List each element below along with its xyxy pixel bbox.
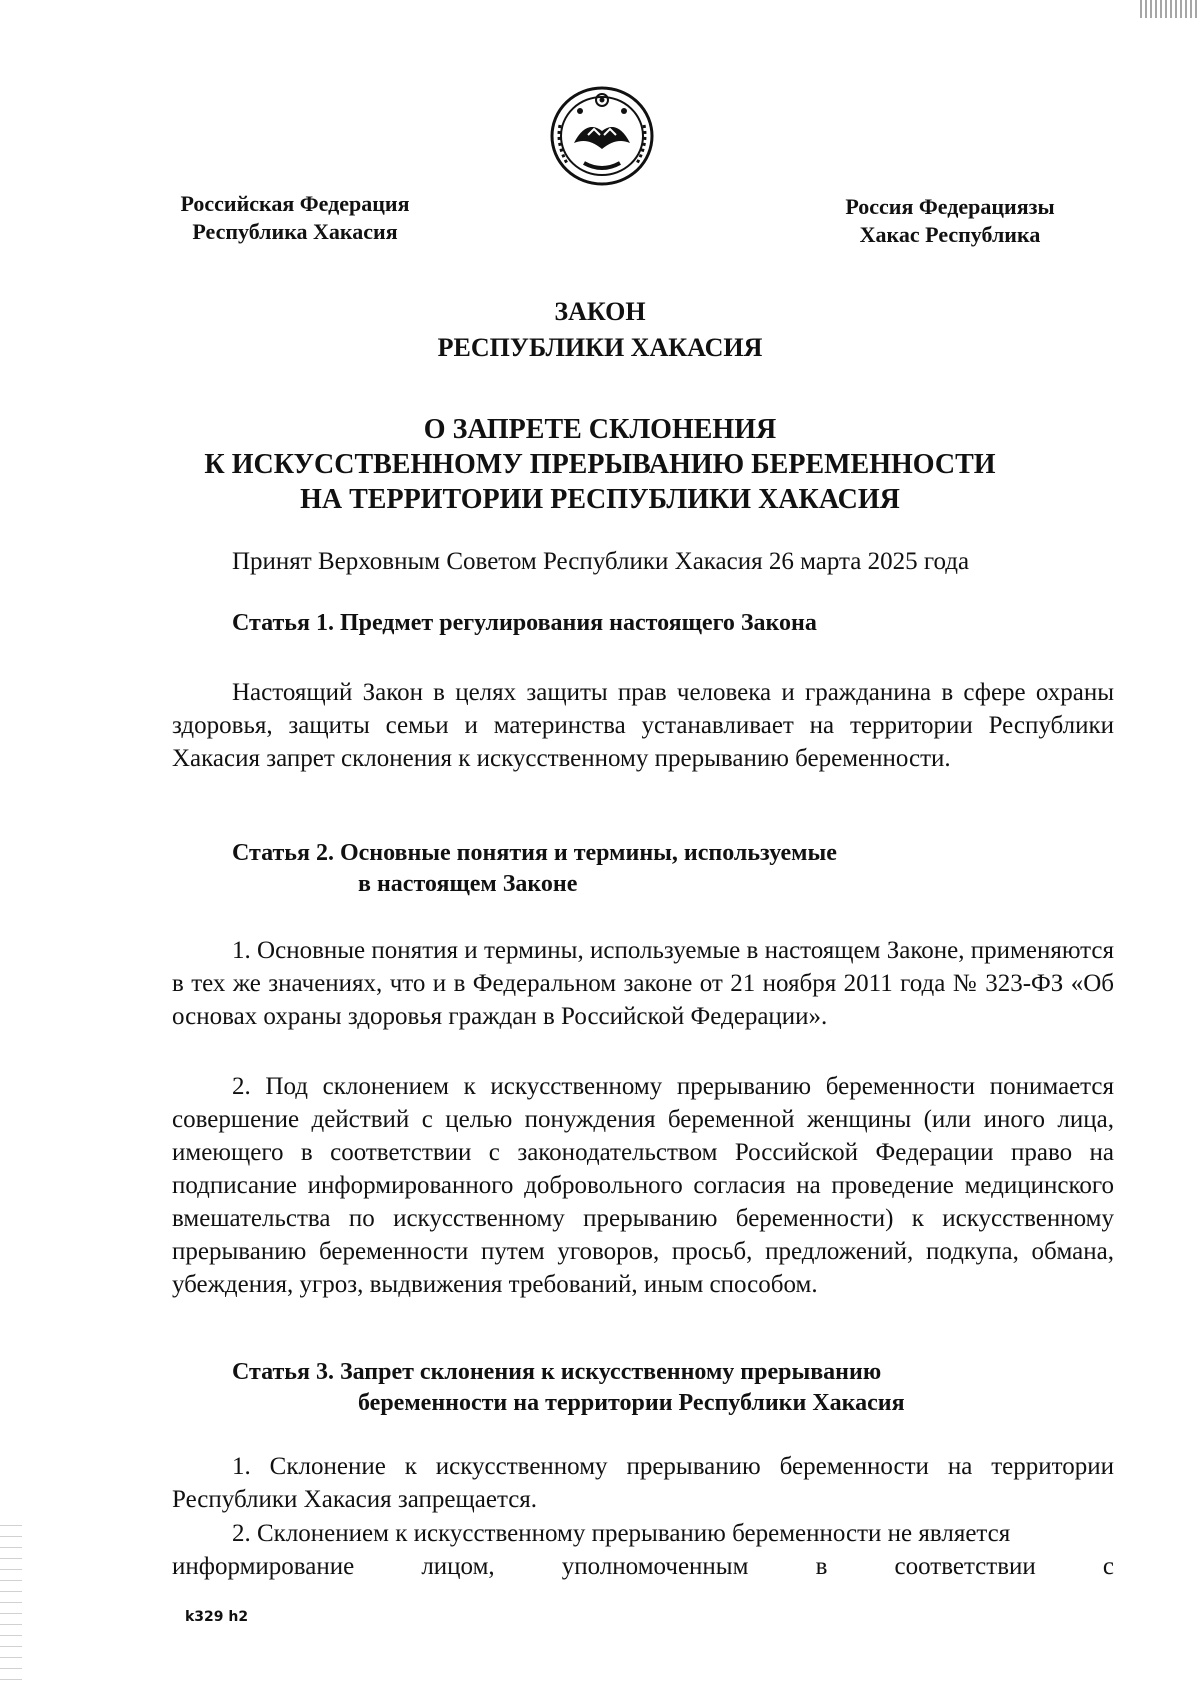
header-left-line1: Российская Федерация	[180, 191, 410, 216]
article-3-heading-line1: Статья 3. Запрет склонения к искусственному прерыванию	[232, 1359, 882, 1385]
word: соответствии	[894, 1553, 1036, 1580]
word: лицом,	[421, 1553, 495, 1580]
article-1-heading-text: Статья 1. Предмет регулирования настоящего Закона	[232, 610, 817, 636]
article-2-heading-line2: в настоящем Законе	[358, 871, 578, 897]
header-left-line2: Республика Хакасия	[192, 219, 398, 244]
header-right-line1: Россия Федерациязы	[845, 194, 1055, 219]
article-2-item-1: 1. Основные понятия и термины, используемые в настоящем Законе, применяются в тех же значениях, что и в Федеральном законе от 21 ноября 2011 года № 323-ФЗ «Об основах охраны здоровья граждан в Российской Федерации».	[172, 937, 1114, 1030]
law-title-line2: РЕСПУБЛИКИ ХАКАСИЯ	[437, 333, 763, 362]
law-subject	[0, 412, 1200, 517]
header-right-line2: Хакас Республика	[859, 222, 1041, 247]
article-3-item-2	[172, 1517, 1114, 1583]
document-code: k329 h2	[185, 1609, 249, 1625]
article-3-heading	[232, 1357, 905, 1419]
article-2-heading-line1: Статья 2. Основные понятия и термины, используемые	[232, 840, 837, 866]
word: информирование	[172, 1553, 355, 1580]
article-1-heading	[232, 608, 817, 639]
law-subject-line2: К ИСКУССТВЕННОМУ ПРЕРЫВАНИЮ БЕРЕМЕННОСТИ	[204, 449, 996, 480]
article-3-item-2-line2	[172, 1550, 1114, 1583]
article-2-item-2: 2. Под склонением к искусственному прерыванию беременности понимается совершение действий с целью понуждения беременной женщины (или иного лица, имеющего в соответствии с законодательством Российской Федерации право на подписание информированного добровольного согласия на проведение медицинского вмешательства по искусственному прерыванию беременности) к искусственному прерыванию беременности путем уговоров, просьб, предложений, подкупа, обмана, убеждения, угроз, выдвижения требований, иным способом.	[172, 1073, 1114, 1298]
law-subject-line1: О ЗАПРЕТЕ СКЛОНЕНИЯ	[423, 414, 777, 445]
article-1-text: Настоящий Закон в целях защиты прав человека и гражданина в сфере охраны здоровья, защиты семьи и материнства устанавливает на территории Республики Хакасия запрет склонения к искусственному прерыванию беременности.	[172, 679, 1114, 772]
coat-of-arms-emblem	[548, 85, 656, 187]
law-title	[0, 294, 1200, 366]
scan-noise-left	[0, 1520, 22, 1680]
header-left	[150, 190, 440, 246]
word: в	[815, 1553, 828, 1580]
scan-noise-corner	[1140, 0, 1200, 18]
article-3-item-1: 1. Склонение к искусственному прерыванию беременности на территории Республики Хакасия запрещается.	[172, 1453, 1114, 1513]
article-2-heading	[232, 838, 837, 900]
article-3-heading-line2: беременности на территории Республики Хакасия	[358, 1390, 905, 1416]
word: уполномоченным	[561, 1553, 749, 1580]
word: с	[1102, 1553, 1114, 1580]
law-title-line1: ЗАКОН	[554, 297, 646, 326]
article-3-item-2-line1: 2. Склонением к искусственному прерыванию беременности не является	[232, 1520, 1011, 1547]
header-right	[815, 193, 1085, 249]
law-subject-line3: НА ТЕРРИТОРИИ РЕСПУБЛИКИ ХАКАСИЯ	[300, 484, 900, 515]
adoption-statement: Принят Верховным Советом Республики Хакасия 26 марта 2025 года	[232, 548, 970, 575]
